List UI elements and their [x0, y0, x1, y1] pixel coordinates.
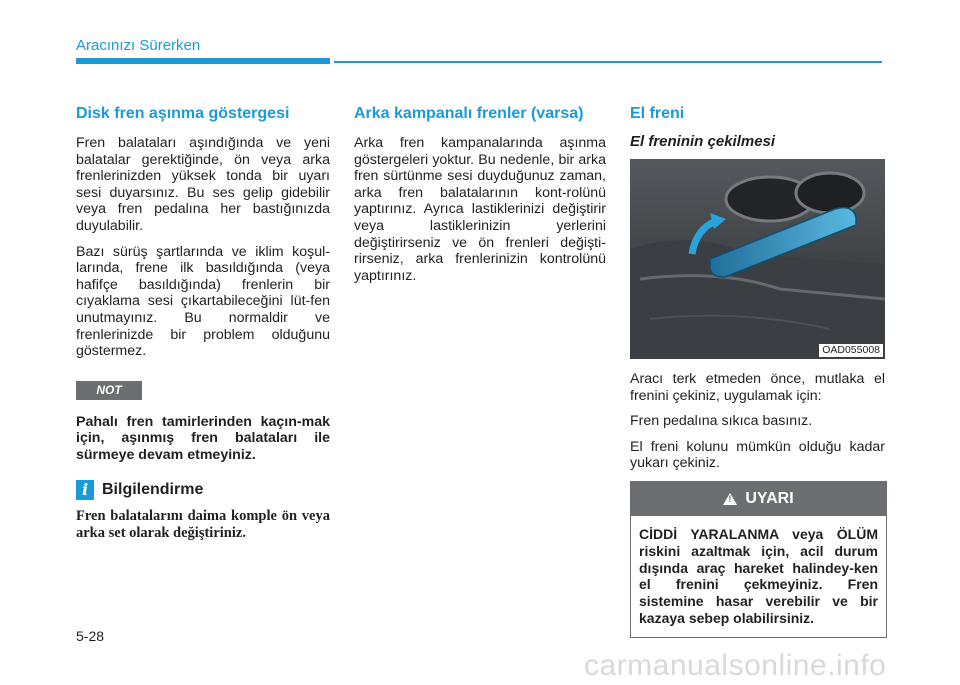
drum-brake-para: Arka fren kampanalarında aşınma göstergeleri yoktur. Bu nedenle, bir arka fren sürtünme sesi duyduğunuz zaman, arka fren balatalarının kont-rolünü yaptırınız. Ayrıca lastiklerinizi değiştirir veya lastiklerinizin yerlerini değiştirirseniz ve ön frenleri değişti-rirseniz, arka frenlerinizin kontrolünü yaptırınız.: [354, 135, 606, 284]
photo-code: OAD055008: [819, 344, 883, 357]
warning-header: [631, 482, 886, 516]
disc-brake-para-2: Bazı sürüş şartlarında ve iklim koşul-larında, frene ilk basıldığında (veya hafifçe basıldığında) frenlerin bir cıyaklama sesi çıkartabileceğini lüt-fen unutmayınız. Bu normaldir ve frenlerinizde bir problem olduğunu göstermez.: [76, 243, 330, 360]
parking-brake-illustration: [630, 159, 885, 359]
info-icon: i: [76, 480, 94, 500]
drum-brake-heading: Arka kampanalı frenler (varsa): [354, 105, 584, 122]
section-title: Aracınızı Sürerken: [76, 37, 201, 54]
parking-brake-photo: [630, 159, 885, 359]
parking-brake-para-1: Aracı terk etmeden önce, mutlaka el frenini çekiniz, uygulamak için:: [630, 371, 885, 404]
page-number: 5-28: [76, 628, 105, 644]
parking-brake-heading: El freni: [630, 105, 685, 122]
info-heading: [76, 480, 330, 500]
warning-box: [630, 481, 887, 638]
column-right: [630, 104, 885, 638]
parking-brake-para-3: El freni kolunu mümkün olduğu kadar yukarı çekiniz.: [630, 438, 885, 472]
header-rule-thin: [334, 61, 882, 63]
disc-brake-para-1: Fren balataları aşındığında ve yeni balatalar gerektiğinde, ön veya arka frenlerinizden yüksek tonda bir uyarı sesi duyarsınız. Bu ses gelip gidebilir veya fren pedalına her bastığınızda duyulabilir.: [76, 135, 330, 234]
watermark: carmanualsonline.info: [584, 649, 887, 682]
note-label: NOT: [76, 381, 142, 400]
info-text: Fren balatalarını daima komple ön veya arka set olarak değiştiriniz.: [76, 507, 330, 541]
warning-title: UYARI: [745, 489, 794, 507]
column-left: [76, 104, 330, 551]
warning-text: CİDDİ YARALANMA veya ÖLÜM riskini azaltmak için, acil durum dışında araç hareket halindey-ken el frenini çekmeyiniz. Fren sistemine hasar verebilir ve bir kazaya sebep olabilirsiniz.: [639, 525, 878, 626]
parking-brake-subheading: El freninin çekilmesi: [630, 133, 776, 150]
note-text: Pahalı fren tamirlerinden kaçın-mak için, aşınmış fren balataları ile sürmeye devam etmeyiniz.: [76, 413, 330, 463]
disc-brake-heading: Disk fren aşınma göstergesi: [76, 105, 290, 122]
column-middle: [354, 104, 606, 293]
info-title: Bilgilendirme: [102, 480, 204, 498]
header-rule-thick: [76, 58, 330, 64]
warning-triangle-icon: !: [723, 493, 737, 505]
parking-brake-para-2: Fren pedalına sıkıca basınız.: [630, 413, 813, 430]
